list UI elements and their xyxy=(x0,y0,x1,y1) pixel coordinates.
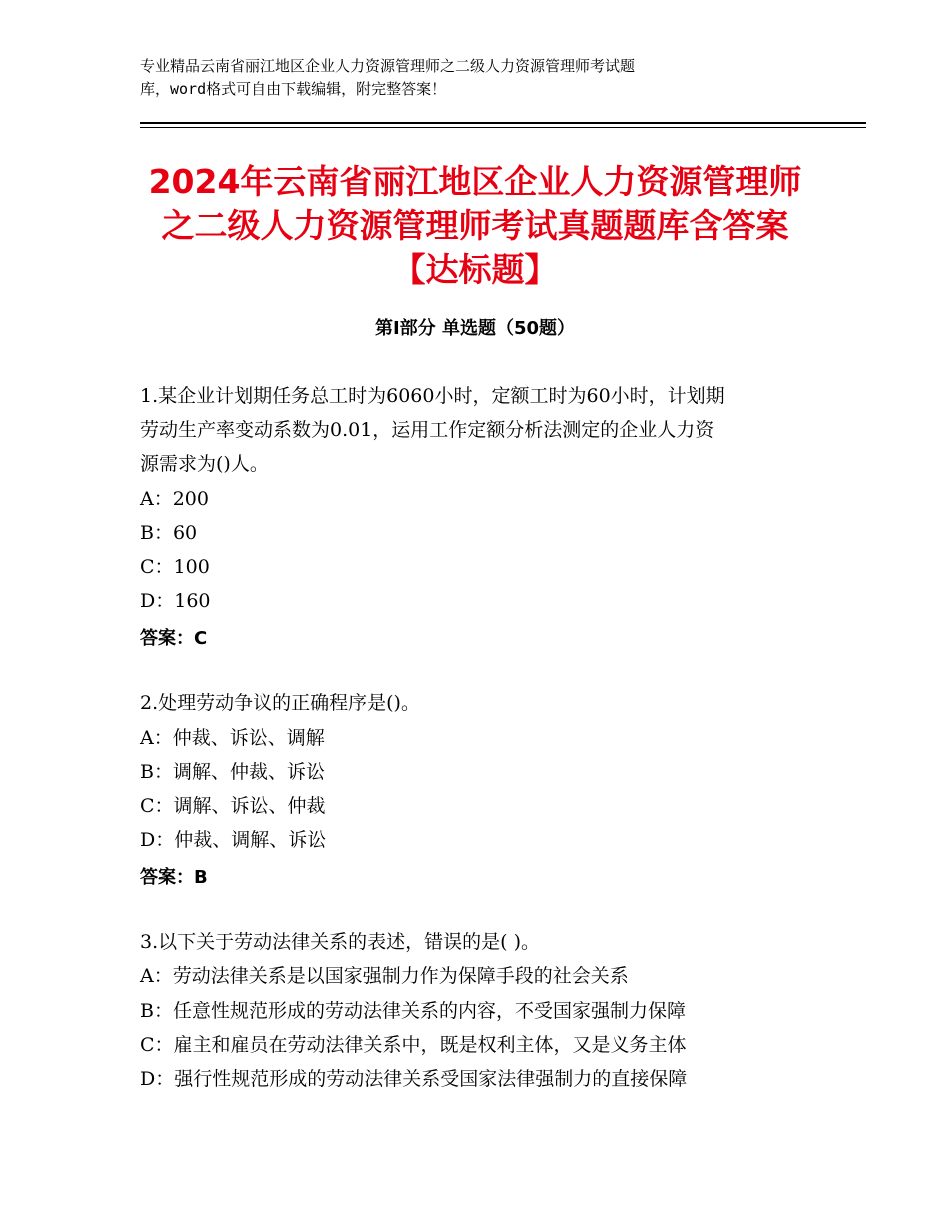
header-rule-thick xyxy=(140,122,866,124)
question-1-stem-line-2: 劳动生产率变动系数为0.01，运用工作定额分析法测定的企业人力资 xyxy=(140,419,715,441)
question-2-option-c: C：调解、诉讼、仲裁 xyxy=(140,795,326,817)
title-line-2: 之二级人力资源管理师考试真题题库含答案 xyxy=(161,206,789,245)
question-2-option-d: D：仲裁、调解、诉讼 xyxy=(140,829,327,851)
question-1-option-d: D：160 xyxy=(140,590,211,612)
question-1-stem-line-1: 1.某企业计划期任务总工时为6060小时，定额工时为60小时，计划期 xyxy=(140,385,725,407)
title-line-1: 2024年云南省丽江地区企业人力资源管理师 xyxy=(148,162,802,201)
title-line-3: 【达标题】 xyxy=(392,250,558,289)
question-2-answer: 答案：B xyxy=(140,867,208,888)
header-note xyxy=(140,55,780,101)
question-3-option-d: D：强行性规范形成的劳动法律关系受国家法律强制力的直接保障 xyxy=(140,1068,688,1090)
section-heading: 第Ⅰ部分 单选题（50题） xyxy=(374,318,575,339)
question-3-option-a: A：劳动法律关系是以国家强制力作为保障手段的社会关系 xyxy=(140,965,629,987)
question-1-option-a: A：200 xyxy=(140,488,209,510)
header-note-line-2: 库，word格式可自由下载编辑，附完整答案！ xyxy=(140,80,447,98)
question-2-stem-line-1: 2.处理劳动争议的正确程序是()。 xyxy=(140,692,420,714)
question-3-stem-line-1: 3.以下关于劳动法律关系的表述，错误的是( )。 xyxy=(140,931,540,953)
question-3-option-b: B：任意性规范形成的劳动法律关系的内容，不受国家强制力保障 xyxy=(140,1000,686,1022)
question-1-stem-line-3: 源需求为()人。 xyxy=(140,453,269,475)
question-2-option-a: A：仲裁、诉讼、调解 xyxy=(140,727,325,749)
question-1-answer: 答案：C xyxy=(140,628,208,649)
header-rule-thin xyxy=(140,127,866,128)
question-1-option-c: C：100 xyxy=(140,556,210,578)
document-title xyxy=(100,160,850,292)
question-3-option-c: C：雇主和雇员在劳动法律关系中，既是权利主体，又是义务主体 xyxy=(140,1034,687,1056)
header-note-line-1: 专业精品云南省丽江地区企业人力资源管理师之二级人力资源管理师考试题 xyxy=(140,57,636,75)
question-2-option-b: B：调解、仲裁、诉讼 xyxy=(140,761,325,783)
question-1-option-b: B：60 xyxy=(140,522,198,544)
